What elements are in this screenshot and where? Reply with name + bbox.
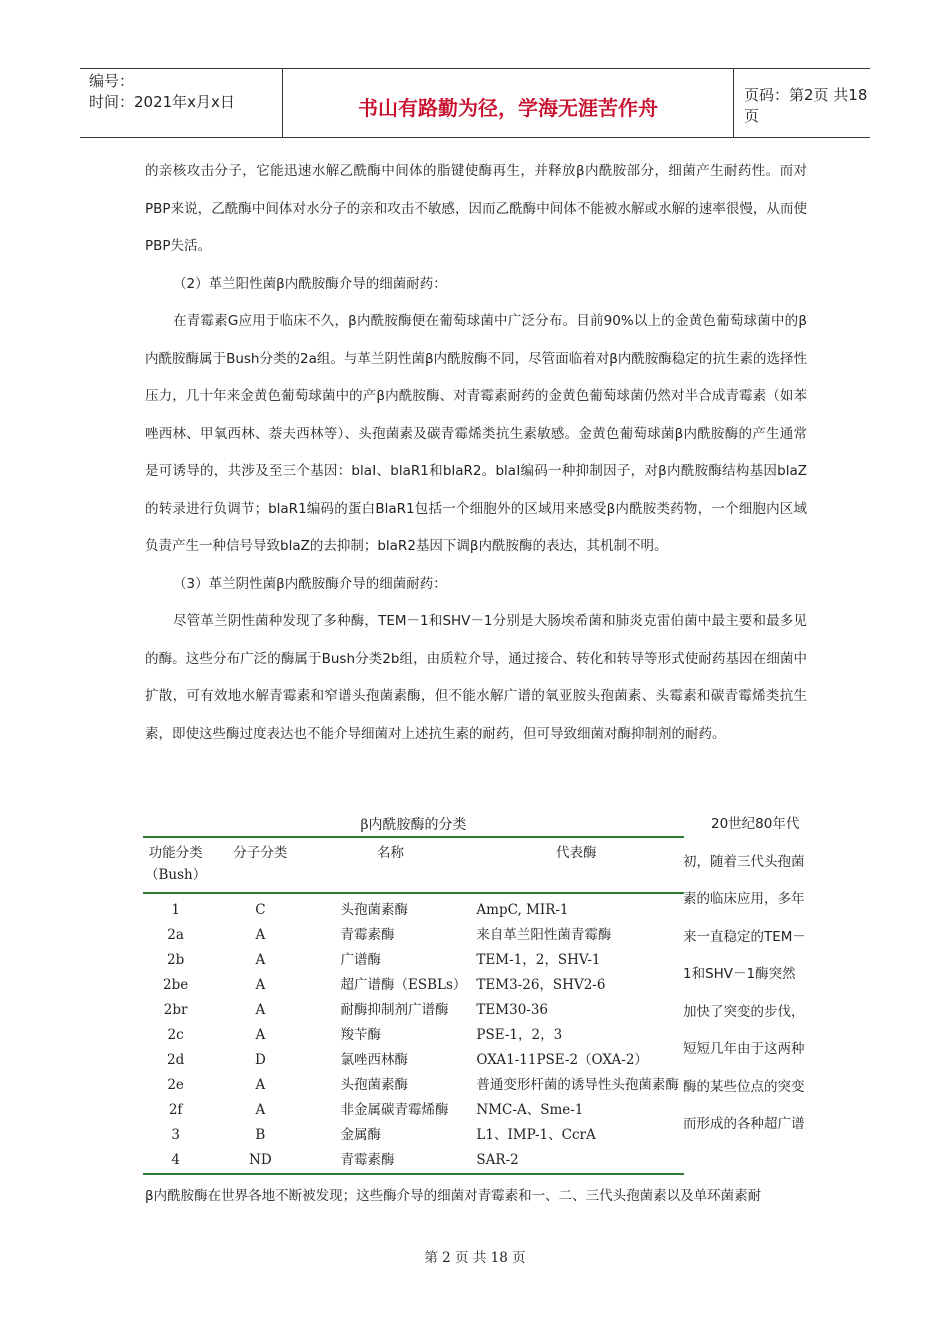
header-page-label: 页码：第2页 共18页: [744, 86, 868, 125]
cell-name: 头孢菌素酶: [340, 902, 408, 918]
cell-functional-class: 1: [171, 902, 180, 918]
page-header: [80, 68, 870, 138]
paragraph-1: 的亲核攻击分子，它能迅速水解乙酰酶中间体的脂键使酶再生，并释放β内酰胺部分，细菌产生耐药性。而对PBP来说，乙酰酶中间体对水分子的亲和攻击不敏感，因而乙酰酶中间体不能被水解或水解的速率很慢，从而使PBP失活。: [145, 163, 807, 254]
cell-functional-class: 4: [171, 1152, 180, 1168]
cell-name: 头孢菌素酶: [340, 1077, 408, 1093]
paragraph-3: 尽管革兰阴性菌种发现了多种酶，TEM－1和SHV－1分别是大肠埃希菌和肺炎克雷伯菌中最主要和最多见的酶。这些分布广泛的酶属于Bush分类2b组，由质粒介导，通过接合、转化和转导等形式使耐药基因在细菌中扩散，可有效地水解青霉素和窄谱头孢菌素酶，但不能水解广谱的氧亚胺头孢菌素、头霉素和碳青霉烯类抗生素，即使这些酶过度表达也不能介导细菌对上述抗生素的耐药，但可导致细菌对酶抑制剂的耐药。: [145, 613, 807, 742]
date-label: 时间：2021年x月x日: [89, 93, 235, 111]
trailing-paragraph: β内酰胺酶在世界各地不断被发现；这些酶介导的细菌对青霉素和一、二、三代头孢菌素以及单环菌素耐: [145, 1188, 762, 1204]
cell-name: 广谱酶: [340, 952, 381, 968]
cell-functional-class: 2a: [167, 927, 184, 943]
trailing-text: [145, 1178, 807, 1216]
section-heading-2: （2）革兰阳性菌β内酰胺酶介导的细菌耐药：: [173, 275, 447, 292]
cell-representative-enzyme: 普通变形杆菌的诱导性头孢菌素酶: [476, 1077, 679, 1093]
table-row: [143, 1098, 684, 1123]
table-row: [143, 973, 684, 998]
cell-molecular-class: A: [255, 977, 266, 993]
classification-table: [143, 836, 684, 1175]
cell-name: 耐酶抑制剂广谱酶: [340, 1002, 449, 1018]
cell-representative-enzyme: L1、IMP-1、CcrA: [476, 1127, 596, 1143]
cell-molecular-class: A: [255, 927, 266, 943]
cell-name: 青霉素酶: [340, 927, 395, 943]
cell-molecular-class: A: [255, 1077, 266, 1093]
cell-representative-enzyme: AmpC, MIR-1: [476, 902, 569, 918]
table-row: [143, 1048, 684, 1073]
cell-representative-enzyme: TEM-1，2，SHV-1: [476, 952, 601, 968]
cell-functional-class: 2b: [167, 952, 185, 968]
cell-name: 金属酶: [340, 1127, 381, 1143]
cell-representative-enzyme: PSE-1，2，3: [476, 1027, 563, 1043]
table-row: [143, 998, 684, 1023]
header-motto: 书山有路勤为径，学海无涯苦作舟: [282, 69, 734, 137]
cell-functional-class: 2e: [167, 1077, 184, 1093]
cell-molecular-class: A: [255, 1002, 266, 1018]
cell-functional-class: 3: [171, 1127, 180, 1143]
table-header-row: [143, 837, 684, 893]
cell-functional-class: 2d: [167, 1052, 185, 1068]
cell-functional-class: 2f: [168, 1102, 183, 1118]
header-molecular-class: 分子分类: [233, 845, 288, 861]
cell-molecular-class: ND: [249, 1152, 272, 1168]
cell-molecular-class: A: [255, 952, 266, 968]
table-row: [143, 948, 684, 973]
table-row: [143, 1123, 684, 1148]
cell-representative-enzyme: OXA1-11PSE-2（OXA-2）: [476, 1052, 648, 1068]
table-row: [143, 893, 684, 923]
cell-molecular-class: C: [255, 902, 266, 918]
section-heading-3: （3）革兰阴性菌β内酰胺酶介导的细菌耐药：: [173, 575, 447, 592]
side-text-column: [683, 806, 807, 1144]
page-footer: 第 2 页 共 18 页: [424, 1250, 526, 1266]
table-title: β内酰胺酶的分类: [360, 817, 467, 833]
cell-representative-enzyme: NMC-A、Sme-1: [476, 1102, 584, 1118]
cell-functional-class: 2c: [167, 1027, 184, 1043]
cell-molecular-class: A: [255, 1027, 266, 1043]
cell-functional-class: 2br: [163, 1002, 188, 1018]
cell-representative-enzyme: TEM30-36: [476, 1002, 549, 1018]
code-label: 编号：: [89, 72, 135, 90]
header-functional-class: 功能分类 （Bush）: [145, 845, 207, 883]
header-left-cell: [80, 69, 282, 137]
cell-molecular-class: A: [255, 1102, 266, 1118]
table-row: [143, 1023, 684, 1048]
cell-representative-enzyme: TEM3-26，SHV2-6: [476, 977, 606, 993]
cell-name: 非金属碳青霉烯酶: [340, 1102, 449, 1118]
cell-representative-enzyme: SAR-2: [476, 1152, 519, 1168]
cell-name: 羧苄酶: [340, 1027, 381, 1043]
table-row: [143, 1148, 684, 1174]
cell-name: 青霉素酶: [340, 1152, 395, 1168]
cell-name: 超广谱酶（ESBLs）: [340, 977, 467, 993]
cell-name: 氯唑西林酶: [340, 1052, 408, 1068]
header-name: 名称: [376, 845, 404, 861]
table-body: [143, 893, 684, 1174]
table-row: [143, 1073, 684, 1098]
paragraph-2: 在青霉素G应用于临床不久，β内酰胺酶便在葡萄球菌中广泛分布。目前90%以上的金黄色葡萄球菌中的β内酰胺酶属于Bush分类的2a组。与革兰阴性菌β内酰胺酶不同，尽管面临着对β内酰胺酶稳定的抗生素的选择性压力，几十年来金黄色葡萄球菌中的产β内酰胺酶、对青霉素耐药的金黄色葡萄球菌仍然对半合成青霉素（如苯唑西林、甲氧西林、萘夫西林等）、头孢菌素及碳青霉烯类抗生素敏感。金黄色葡萄球菌β内酰胺酶的产生通常是可诱导的，共涉及至三个基因：blaⅠ、blaR1和blaR2。blaⅠ编码一种抑制因子，对β内酰胺酶结构基因blaZ的转录进行负调节；blaR1编码的蛋白BlaR1包括一个细胞外的区域用来感受β内酰胺类药物，一个细胞内区域负责产生一种信号导致blaZ的去抑制；blaR2基因下调β内酰胺酶的表达，其机制不明。: [145, 313, 807, 554]
cell-representative-enzyme: 来自革兰阳性菌青霉酶: [476, 927, 612, 943]
header-representative-enzyme: 代表酶: [555, 845, 597, 861]
table-row: [143, 923, 684, 948]
side-paragraph: 20世纪80年代初，随着三代头孢菌素的临床应用，多年来一直稳定的TEM－1和SHV－1酶突然加快了突变的步伐，短短几年由于这两种酶的某些位点的突变而形成的各种超广谱: [683, 816, 806, 1132]
cell-molecular-class: D: [254, 1052, 266, 1068]
cell-molecular-class: B: [255, 1127, 266, 1143]
body-text: [145, 153, 807, 753]
classification-table-figure: [143, 810, 684, 1170]
cell-functional-class: 2be: [163, 977, 189, 993]
